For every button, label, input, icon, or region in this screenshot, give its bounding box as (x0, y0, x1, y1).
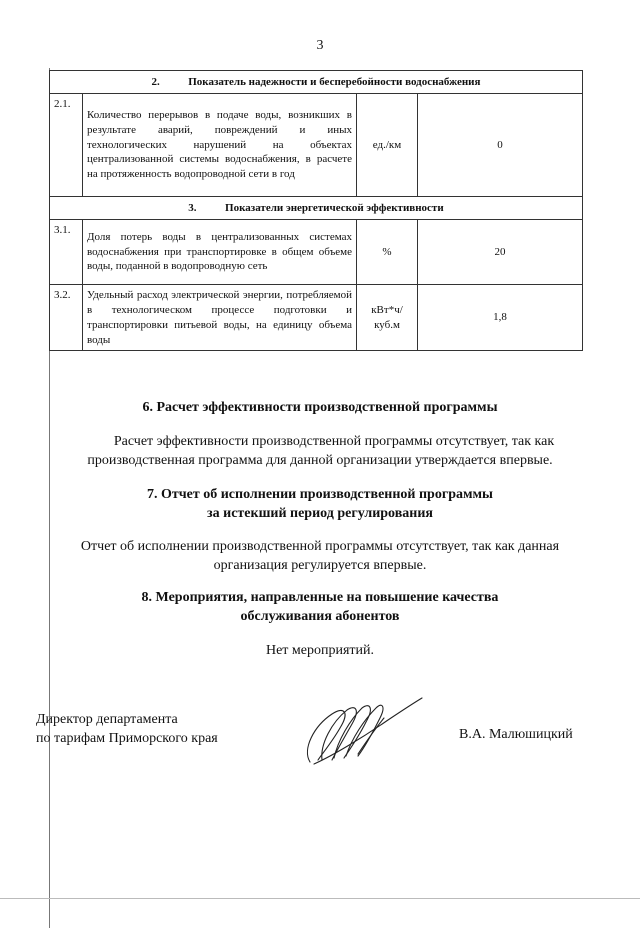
title-line: 7. Отчет об исполнении производственной программы (146, 487, 493, 502)
table-row (50, 220, 583, 285)
row-description: Количество перерывов в подаче воды, возникших в результате аварий, повреждений и иных технологических нарушений на объектах централизованной системы водоснабжения, в расчете на протяженность водопроводной сети в год (83, 94, 357, 197)
signer-name: В.А. Малюшицкий (459, 727, 573, 742)
section-number: 2. (151, 75, 160, 88)
row-value: 1,8 (418, 285, 583, 351)
page-bottom-rule (0, 898, 640, 899)
table-row (50, 94, 583, 197)
section-7-text (60, 537, 580, 575)
text-line: организация регулируется впервые. (213, 558, 427, 573)
signer-title-line: Директор департамента (36, 712, 178, 727)
signer-title-line: по тарифам Приморского края (36, 731, 218, 746)
section-title: Показатель надежности и бесперебойности водоснабжения (188, 75, 481, 88)
text-line: Расчет эффективности производственной программы отсутствует, так как (113, 434, 555, 449)
row-number: 3.2. (50, 285, 83, 351)
section-7-title (0, 485, 640, 523)
title-line: за истекший период регулирования (207, 506, 433, 521)
row-unit: ед./км (357, 94, 418, 197)
table-row (50, 285, 583, 351)
signer-title (36, 710, 218, 748)
unit-line: кВт*ч/ (371, 303, 403, 316)
unit-line: куб.м (374, 318, 400, 331)
section-8-title (0, 588, 640, 626)
handwritten-signature (292, 694, 427, 774)
section-header-row (50, 197, 583, 220)
row-number: 3.1. (50, 220, 83, 285)
section-header (50, 71, 583, 94)
section-8-text: Нет мероприятий. (265, 643, 375, 658)
text-line: производственная программа для данной организации утверждается впервые. (87, 453, 553, 468)
section-header (50, 197, 583, 220)
row-value: 20 (418, 220, 583, 285)
section-6-title: 6. Расчет эффективности производственной программы (142, 400, 498, 415)
title-line: 8. Мероприятия, направленные на повышение качества (141, 590, 499, 605)
text-line: Отчет об исполнении производственной программы отсутствует, так как данная (80, 539, 560, 554)
title-line: обслуживания абонентов (240, 609, 400, 624)
row-unit: % (357, 220, 418, 285)
row-description: Доля потерь воды в централизованных системах водоснабжения при транспортировке в общем объеме воды, поданной в водопроводную сеть (83, 220, 357, 285)
section-number: 3. (188, 201, 197, 214)
page-number: 3 (316, 38, 324, 53)
row-number: 2.1. (50, 94, 83, 197)
row-description: Удельный расход электрической энергии, потребляемой в технологическом процессе подготовки и транспортировки питьевой воды, на единицу объема воды (83, 285, 357, 351)
indicators-table (49, 70, 583, 351)
section-6-text (60, 432, 580, 470)
row-unit (357, 285, 418, 351)
section-title: Показатели энергетической эффективности (225, 201, 444, 214)
section-header-row (50, 71, 583, 94)
row-value: 0 (418, 94, 583, 197)
